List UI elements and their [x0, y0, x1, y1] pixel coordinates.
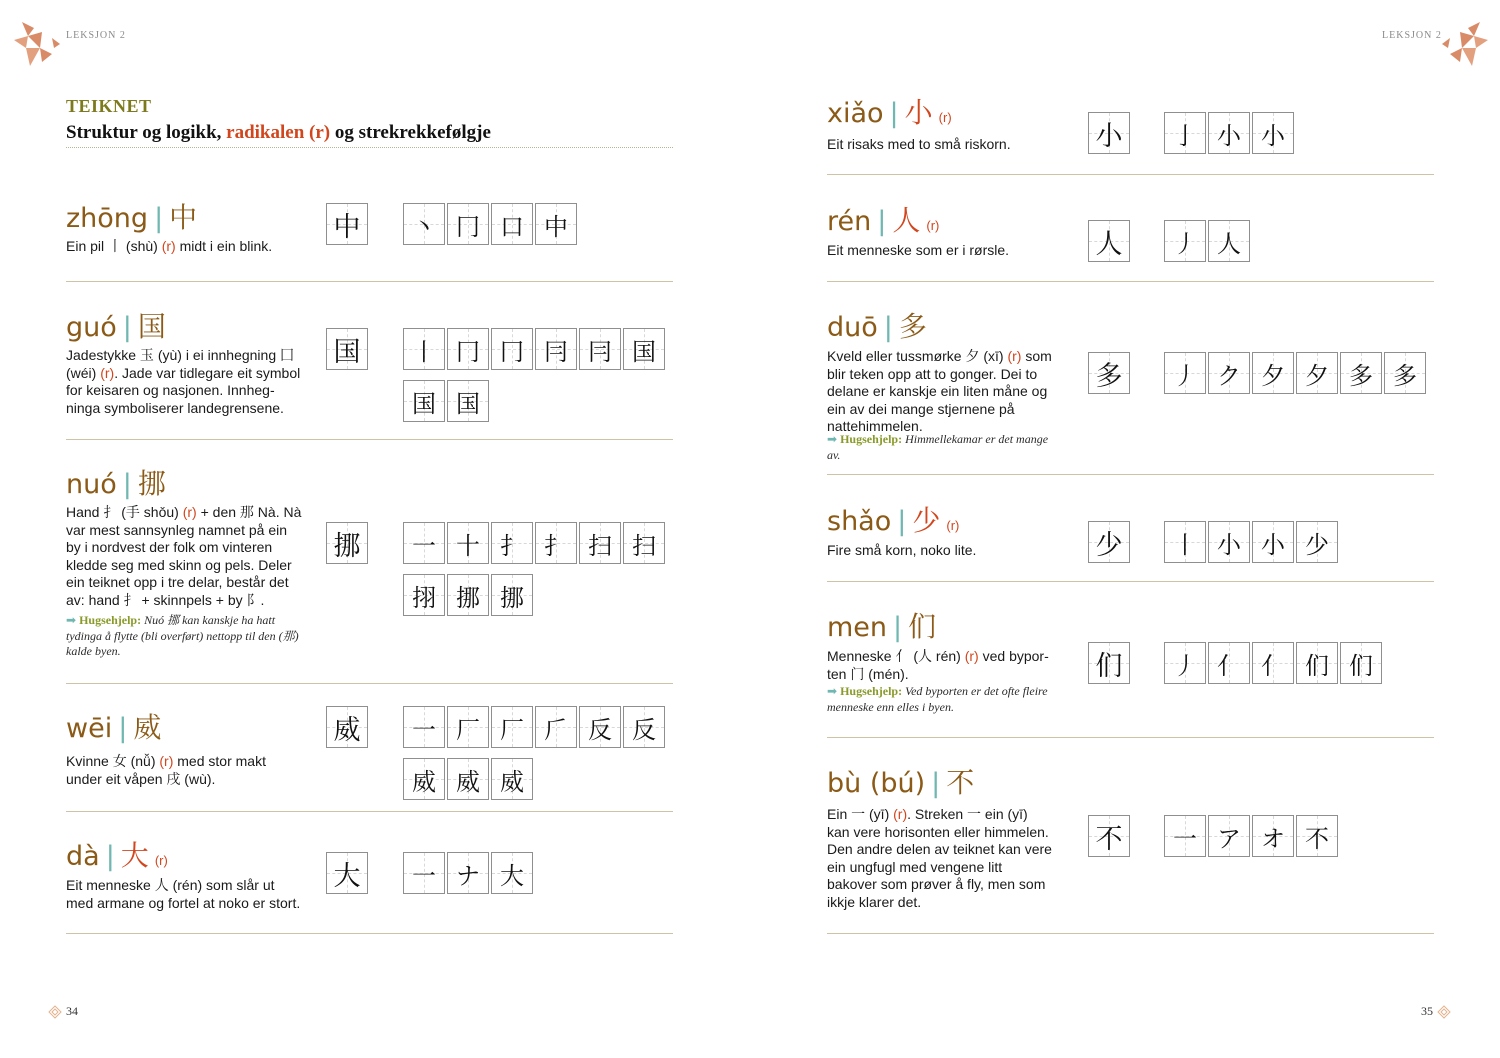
model-character-box: 大	[326, 852, 368, 894]
stroke-order-box: オ	[1252, 815, 1294, 857]
stroke-order-box: 小	[1208, 521, 1250, 563]
stroke-order-box: 扫	[623, 522, 665, 564]
entry-description: Menneske 亻 (人 rén) (r) ved byporten 门 (mén).	[827, 648, 1049, 682]
model-character-box: 小	[1088, 112, 1130, 154]
entry-description: Kvinne 女 (nǚ) (r) med stor makt under eit våpen 戌 (wù).	[66, 753, 266, 787]
stroke-order-box: 扌	[491, 522, 533, 564]
pinyin: guó	[66, 312, 117, 343]
model-character-box: 少	[1088, 521, 1130, 563]
stroke-order-box: 少	[1296, 521, 1338, 563]
entry-heading	[827, 199, 939, 239]
model-character-box: 多	[1088, 352, 1130, 394]
arrow-right-icon: ➡	[827, 432, 841, 446]
stroke-order-box: 们	[1296, 642, 1338, 684]
model-character-box: 人	[1088, 220, 1130, 262]
model-character-box: 不	[1088, 815, 1130, 857]
stroke-order-box: 亻	[1252, 642, 1294, 684]
pinyin: duō	[827, 312, 878, 343]
stroke-order-box: 威	[447, 758, 489, 800]
hint-label: Hugsehjelp:	[840, 432, 906, 446]
entry-divider	[66, 683, 673, 684]
entry-divider	[827, 933, 1434, 934]
entry-heading	[827, 305, 927, 345]
entry-divider	[827, 281, 1434, 282]
heading-separator: |	[877, 206, 887, 237]
stroke-order-box: 挪	[447, 574, 489, 616]
stroke-order-box: 夕	[1252, 352, 1294, 394]
model-character-box: 威	[326, 706, 368, 748]
entry-divider	[827, 737, 1434, 738]
radical-marker: (r)	[938, 110, 952, 125]
entry-divider	[66, 281, 673, 282]
stroke-order-box: 冂	[491, 328, 533, 370]
radical-marker: (r)	[926, 218, 940, 233]
arrow-right-icon: ➡	[827, 684, 841, 698]
entry-heading	[66, 706, 161, 746]
stroke-order-box: 挪	[491, 574, 533, 616]
stroke-order-box: 威	[491, 758, 533, 800]
tangram-logo-icon	[1436, 18, 1490, 70]
stroke-order-box: 中	[535, 203, 577, 245]
stroke-order-box: 国	[623, 328, 665, 370]
entry-description: Eit risaks med to små riskorn.	[827, 136, 1011, 152]
model-character-box: 挪	[326, 522, 368, 564]
hanzi-character: 大	[120, 839, 149, 872]
hanzi-character: 中	[169, 201, 198, 234]
hanzi-character: 威	[133, 711, 162, 744]
heading-separator: |	[118, 713, 128, 744]
entry-divider	[66, 811, 673, 812]
memory-hint	[827, 432, 1054, 463]
section-label: TEIKNET	[66, 96, 152, 116]
model-character-box: 国	[326, 328, 368, 370]
entry-heading	[66, 196, 197, 236]
hanzi-character: 人	[892, 204, 921, 237]
stroke-order-box: 小	[1252, 112, 1294, 154]
heading-separator: |	[897, 506, 907, 537]
entry-heading	[827, 605, 936, 645]
pinyin: bù (bú)	[827, 768, 926, 799]
pinyin: dà	[66, 841, 100, 872]
stroke-order-box: 小	[1208, 112, 1250, 154]
entry-description: Eit menneske 人 (rén) som slår ut med armane og fortel at noko er stort.	[66, 877, 301, 911]
pinyin: nuó	[66, 469, 117, 500]
model-character-box: 中	[326, 203, 368, 245]
stroke-order-box: 多	[1340, 352, 1382, 394]
memory-hint	[66, 613, 303, 660]
entry-description: Fire små korn, noko lite.	[827, 542, 977, 558]
stroke-order-box: 厂	[447, 706, 489, 748]
stroke-order-box: 丿	[1164, 220, 1206, 262]
diamond-icon	[1437, 1005, 1451, 1019]
hanzi-character: 挪	[137, 467, 166, 500]
stroke-order-box: 一	[1164, 815, 1206, 857]
tangram-logo-icon	[12, 18, 66, 70]
stroke-order-box: 丨	[1164, 521, 1206, 563]
entry-description: Eit menneske som er i rørsle.	[827, 242, 1010, 258]
stroke-order-box: 丿	[1164, 352, 1206, 394]
diamond-icon	[48, 1005, 62, 1019]
stroke-order-box: 反	[623, 706, 665, 748]
heading-separator: |	[122, 469, 132, 500]
radical-marker: (r)	[946, 518, 960, 533]
hanzi-character: 少	[912, 504, 941, 537]
entry-divider	[66, 933, 673, 934]
stroke-order-box: 十	[447, 522, 489, 564]
hanzi-character: 国	[137, 310, 166, 343]
pinyin: wēi	[66, 713, 113, 744]
heading-separator: |	[122, 312, 132, 343]
lesson-label-right: LEKSJON 2	[1382, 30, 1442, 41]
stroke-order-box: 扌	[535, 522, 577, 564]
entry-description: Ein pil 丨 (shù) (r) midt i ein blink.	[66, 238, 273, 254]
stroke-order-box: ナ	[447, 852, 489, 894]
entry-divider	[827, 474, 1434, 475]
stroke-order-box: 威	[403, 758, 445, 800]
hanzi-character: 们	[908, 610, 937, 643]
heading-separator: |	[893, 612, 903, 643]
hint-text: Himmellekamar er det mange av.	[827, 432, 1049, 462]
entry-description: Kveld eller tussmørke 夕 (xī) (r) som blir teken opp att to gonger. Dei to delane er kanskje ein liten måne og ein av dei mange stjernene på nattehimmelen.	[827, 348, 1052, 435]
hint-label: Hugsehjelp:	[79, 613, 145, 627]
pinyin: zhōng	[66, 203, 149, 234]
stroke-order-box: 冃	[535, 328, 577, 370]
pinyin: xiǎo	[827, 98, 884, 129]
hint-label: Hugsehjelp:	[840, 684, 906, 698]
entry-heading	[827, 499, 959, 539]
section-subtitle: Struktur og logikk, radikalen (r) og strekrekkefølgje	[66, 122, 491, 143]
pinyin: shǎo	[827, 506, 892, 537]
heading-separator: |	[883, 312, 893, 343]
entry-heading	[827, 761, 974, 801]
hanzi-character: 不	[946, 766, 975, 799]
stroke-order-box: 厂	[491, 706, 533, 748]
heading-separator: |	[105, 841, 115, 872]
stroke-order-box: 挧	[403, 574, 445, 616]
entry-heading	[827, 91, 952, 131]
stroke-order-box: 一	[403, 522, 445, 564]
stroke-order-box: 小	[1252, 521, 1294, 563]
heading-separator: |	[154, 203, 164, 234]
entry-divider	[66, 439, 673, 440]
entry-divider	[827, 174, 1434, 175]
stroke-order-box: 口	[491, 203, 533, 245]
arrow-right-icon: ➡	[66, 613, 80, 627]
entry-divider	[827, 581, 1434, 582]
stroke-order-box: ア	[1208, 815, 1250, 857]
entry-description: Hand 扌 (手 shǒu) (r) + den 那 Nà. Nà var mest sannsynleg namnet på ein by i nordvest der folk om vinteren kledde seg med skinn og pels. Deler ein teiknet opp i tre delar, består det av: hand 扌 + skinnpels + by 阝.	[66, 504, 302, 608]
stroke-order-box: 冂	[447, 328, 489, 370]
entry-heading	[66, 834, 168, 874]
model-character-box: 们	[1088, 642, 1130, 684]
stroke-order-box: 丶	[403, 203, 445, 245]
stroke-order-box: 一	[403, 706, 445, 748]
stroke-order-box: 国	[403, 380, 445, 422]
stroke-order-box: 不	[1296, 815, 1338, 857]
radical-marker: (r)	[154, 853, 168, 868]
stroke-order-box: 人	[1208, 220, 1250, 262]
entry-description: Ein 一 (yī) (r). Streken 一 ein (yī) kan vere horisonten eller himmelen. Den andre delen av teiknet kan vere ein ungfugl med vengene litt bakover som prøver å fly, men som ikkje klarer det.	[827, 806, 1052, 910]
section-divider	[66, 147, 673, 148]
stroke-order-box: 丿	[1164, 642, 1206, 684]
stroke-order-box: 亻	[1208, 642, 1250, 684]
stroke-order-box: 冃	[579, 328, 621, 370]
hint-text: Nuó 挪 kan kanskje ha hatt tydinga å flytte (bli overført) nettopp til den (那) kalde byen.	[66, 613, 299, 658]
stroke-order-box: 冂	[447, 203, 489, 245]
entry-heading	[66, 305, 166, 345]
stroke-order-box: ク	[1208, 352, 1250, 394]
stroke-order-box: 大	[491, 852, 533, 894]
stroke-order-box: 一	[403, 852, 445, 894]
stroke-order-box: 们	[1340, 642, 1382, 684]
pinyin: men	[827, 612, 888, 643]
hint-text: Ved byporten er det ofte fleire menneske enn elles i byen.	[827, 684, 1048, 714]
stroke-order-box: 扫	[579, 522, 621, 564]
page-number-left: 34	[66, 1004, 78, 1018]
hanzi-character: 小	[904, 96, 933, 129]
memory-hint	[827, 684, 1054, 715]
stroke-order-box: 夕	[1296, 352, 1338, 394]
stroke-order-box: 多	[1384, 352, 1426, 394]
pinyin: rén	[827, 206, 872, 237]
stroke-order-box: 国	[447, 380, 489, 422]
stroke-order-box: 反	[579, 706, 621, 748]
page-number-right: 35	[1421, 1004, 1433, 1018]
entry-description: Jadestykke 玉 (yù) i ei innhegning 囗 (wéi) (r). Jade var tidlegare eit symbol for keisaren og nasjonen. Innhegninga symboliserer landegrensene.	[66, 347, 301, 416]
hanzi-character: 多	[898, 310, 927, 343]
heading-separator: |	[931, 768, 941, 799]
stroke-order-box: 亅	[1164, 112, 1206, 154]
stroke-order-box: 丨	[403, 328, 445, 370]
entry-heading	[66, 462, 166, 502]
stroke-order-box: 𠂆	[535, 706, 577, 748]
lesson-label-left: LEKSJON 2	[66, 30, 126, 41]
heading-separator: |	[889, 98, 899, 129]
